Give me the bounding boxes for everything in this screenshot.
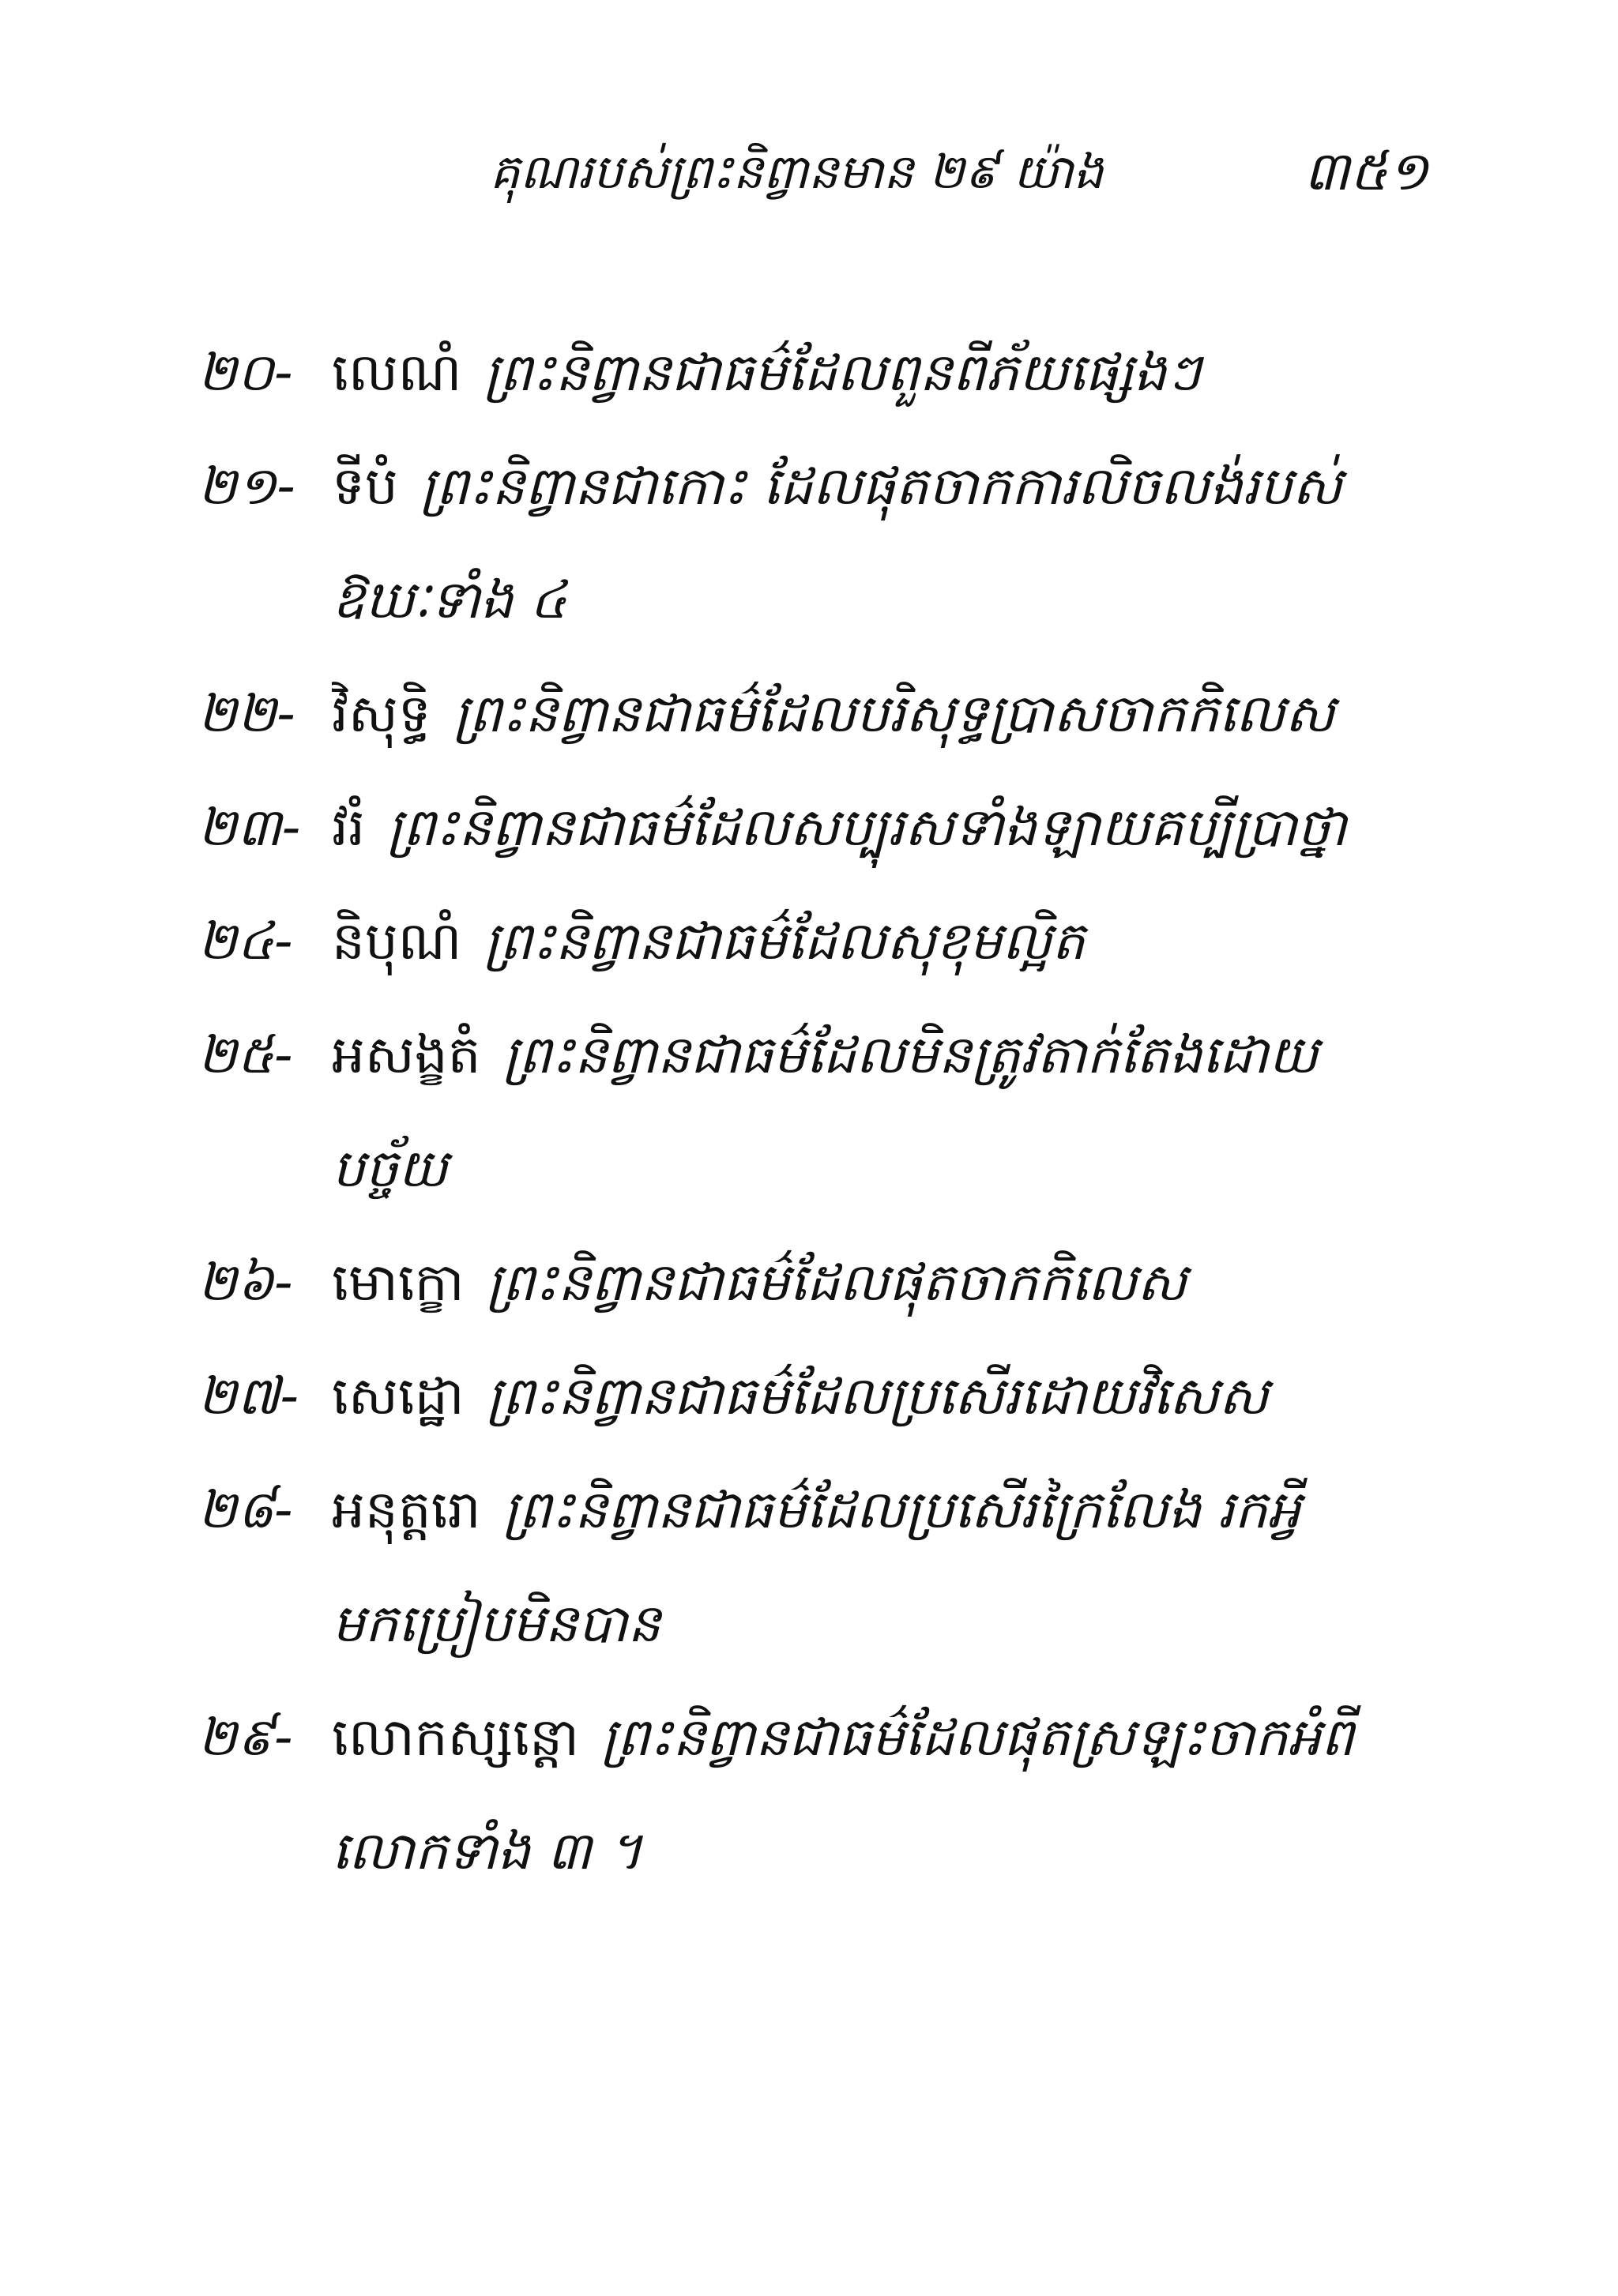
item-line [332, 1681, 1414, 1794]
item-line [332, 1226, 1414, 1340]
item-definition: ព្រះនិព្វានជាធម៌ដែលផុតចាកកិលេស [486, 1252, 1187, 1313]
item-definition: ព្រះនិព្វានជាធម៌ដែលសប្បុរសទាំងឡាយគប្បីប្រាថ្នា [386, 797, 1347, 858]
item-line [332, 885, 1414, 998]
item-definition: ព្រះនិព្វានជាធម៌ដែលផុតស្រឡះចាកអំពី [600, 1707, 1354, 1768]
item-definition: ព្រះនិព្វានជាធម៌ដែលសុខុមល្អិត [484, 911, 1086, 971]
item-body [332, 316, 1414, 430]
item-number: ២៦- [198, 1252, 293, 1313]
item-number: ២០- [198, 342, 293, 403]
item-term: អសង្ខតំ [332, 1024, 481, 1085]
item-body [332, 885, 1414, 998]
list-item-20 [198, 316, 1414, 430]
item-term: លោកស្សន្តោ [332, 1707, 579, 1768]
item-number: ២៨- [198, 1479, 293, 1540]
item-body [332, 998, 1414, 1226]
item-definition: ព្រះនិព្វានជាធម៌ដែលបរិសុទ្ធប្រាសចាកកិលេស [453, 683, 1335, 744]
item-definition: ព្រះនិព្វានជាធម៌ដែលពួនពីភ័យផ្សេងៗ [484, 342, 1202, 403]
item-definition: ព្រះនិព្វានជាកោះ ដែលផុតចាកការលិចលង់របស់ [420, 456, 1342, 517]
list-item-21 [198, 430, 1414, 657]
item-continuation: លោកទាំង ៣ ។ [332, 1821, 643, 1881]
page-number: ៣៥១ [1304, 141, 1428, 203]
item-term: សេដ្ឋោ [332, 1366, 465, 1426]
item-number: ២៧- [198, 1366, 299, 1426]
item-line [332, 1340, 1414, 1453]
item-continuation: បច្ច័យ [332, 1138, 448, 1199]
item-definition: ព្រះនិព្វានជាធម៌ដែលប្រសើរដោយវិសេស [486, 1366, 1269, 1426]
item-body [332, 657, 1414, 771]
list-item-26 [198, 1226, 1414, 1340]
item-term: អនុត្តរោ [332, 1479, 481, 1540]
item-body [332, 1340, 1414, 1453]
item-number: ២៣- [198, 797, 301, 858]
item-number: ២៩- [198, 1707, 293, 1768]
item-definition: ព្រះនិព្វានជាធម៌ដែលមិនត្រូវតាក់តែងដោយ [502, 1024, 1319, 1085]
list-item-27 [198, 1340, 1414, 1453]
item-term: វិសុទ្ធិ [332, 683, 431, 744]
list-item-25 [198, 998, 1414, 1226]
item-term: មោក្ខោ [332, 1252, 465, 1313]
item-line [332, 1453, 1414, 1567]
item-line [332, 771, 1414, 885]
list-item-24 [198, 885, 1414, 998]
item-definition: ព្រះនិព្វានជាធម៌ដែលប្រសើរក្រៃលែង រកអ្វី [502, 1479, 1301, 1540]
item-term: លេណំ [332, 342, 462, 403]
list-item-28 [198, 1453, 1414, 1681]
item-line [332, 316, 1414, 430]
item-number: ២១- [198, 456, 295, 517]
running-title: គុណរបស់ព្រះនិព្វានមាន ២៩ យ៉ាង [490, 145, 1104, 200]
item-number: ២៤- [198, 911, 293, 971]
item-body [332, 771, 1414, 885]
item-line [332, 657, 1414, 771]
item-body [332, 1453, 1414, 1681]
item-term: ទីបំ [332, 456, 398, 517]
item-body [332, 1681, 1414, 1908]
item-term: វរំ [332, 797, 365, 858]
item-line [332, 430, 1414, 543]
list-item-22 [198, 657, 1414, 771]
item-continuation: ឱឃៈទាំង ៤ [332, 569, 567, 630]
running-header [0, 133, 1618, 220]
item-continuation: មកប្រៀបមិនបាន [332, 1593, 661, 1654]
item-line [332, 998, 1414, 1112]
item-body [332, 430, 1414, 657]
item-number: ២២- [198, 683, 295, 744]
item-number: ២៥- [198, 1024, 293, 1085]
numbered-list [198, 316, 1414, 1908]
item-body [332, 1226, 1414, 1340]
item-term: និបុណំ [332, 911, 462, 971]
list-item-29 [198, 1681, 1414, 1908]
list-item-23 [198, 771, 1414, 885]
